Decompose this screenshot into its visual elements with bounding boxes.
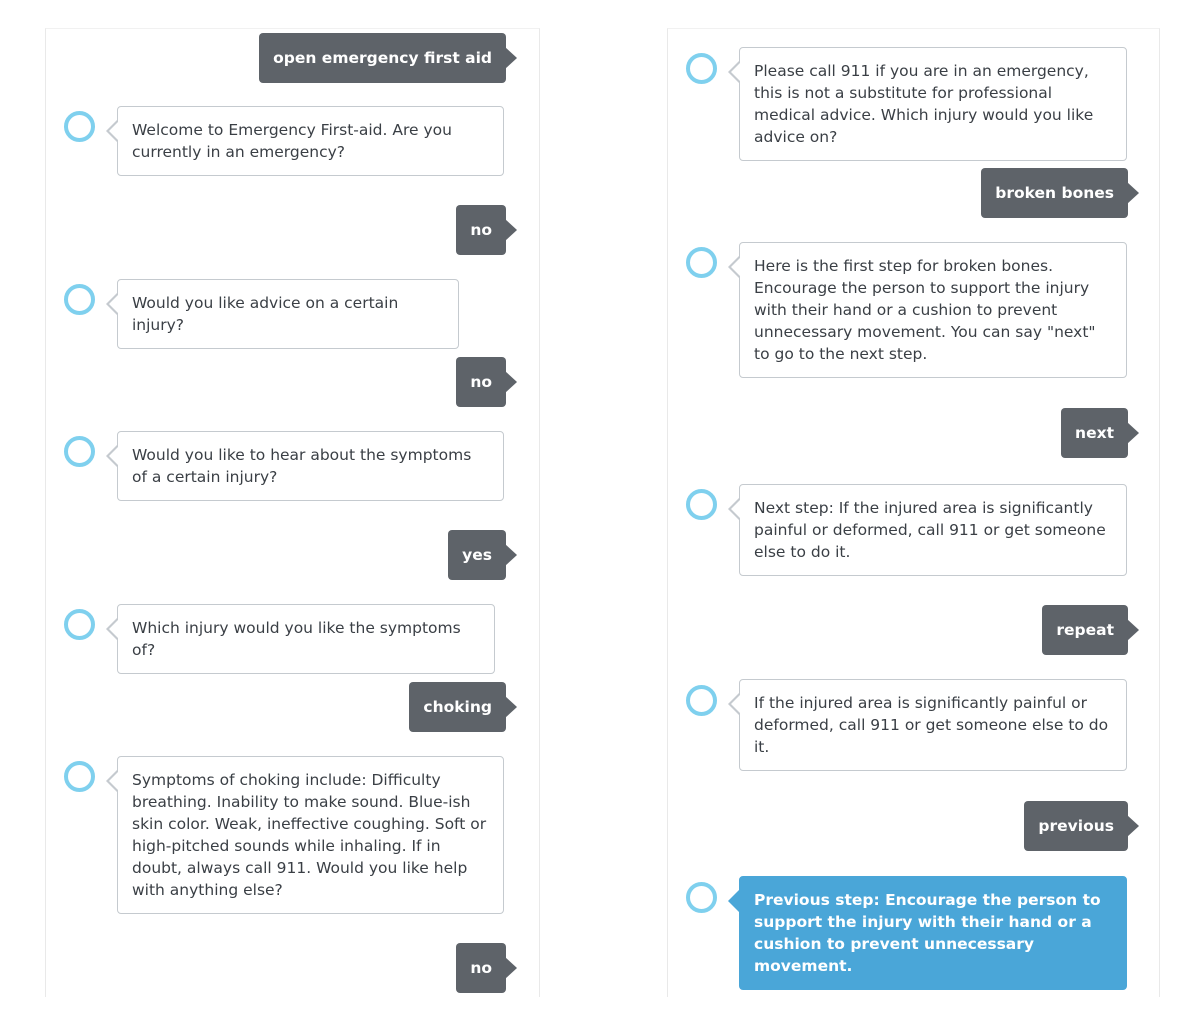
assistant-message: Welcome to Emergency First-aid. Are you currently in an emergency? — [117, 106, 504, 176]
conversation-panel-right — [667, 28, 1160, 997]
user-message: previous — [1024, 801, 1128, 851]
assistant-message: Which injury would you like the symptoms of? — [117, 604, 495, 674]
alexa-ring-icon — [64, 436, 95, 467]
assistant-message: Next step: If the injured area is significantly painful or deformed, call 911 or get someone else to do it. — [739, 484, 1127, 576]
user-message: open emergency first aid — [259, 33, 506, 83]
alexa-ring-icon — [64, 761, 95, 792]
user-message: repeat — [1042, 605, 1128, 655]
user-message: yes — [448, 530, 506, 580]
alexa-ring-icon — [686, 882, 717, 913]
assistant-message: Here is the first step for broken bones. Encourage the person to support the injury with their hand or a cushion to prevent unnecessary movement. You can say "next" to go to the next step. — [739, 242, 1127, 378]
assistant-message: If the injured area is significantly painful or deformed, call 911 or get someone else to do it. — [739, 679, 1127, 771]
user-message: no — [456, 205, 506, 255]
assistant-message: Would you like advice on a certain injury? — [117, 279, 459, 349]
user-message: no — [456, 943, 506, 993]
alexa-ring-icon — [64, 284, 95, 315]
alexa-ring-icon — [686, 53, 717, 84]
alexa-ring-icon — [686, 685, 717, 716]
assistant-message-highlighted: Previous step: Encourage the person to support the injury with their hand or a cushion to prevent unnecessary movement. — [739, 876, 1127, 990]
assistant-message: Would you like to hear about the symptoms of a certain injury? — [117, 431, 504, 501]
alexa-ring-icon — [64, 111, 95, 142]
assistant-message: Symptoms of choking include: Difficulty breathing. Inability to make sound. Blue-ish skin color. Weak, ineffective coughing. Soft or high-pitched sounds while inhaling. If in doubt, always call 911. Would you like help with anything else? — [117, 756, 504, 914]
assistant-message: Please call 911 if you are in an emergency, this is not a substitute for professional medical advice. Which injury would you like advice on? — [739, 47, 1127, 161]
conversation-panel-left — [45, 28, 540, 997]
user-message: no — [456, 357, 506, 407]
user-message: choking — [409, 682, 506, 732]
user-message: next — [1061, 408, 1128, 458]
alexa-ring-icon — [64, 609, 95, 640]
alexa-ring-icon — [686, 247, 717, 278]
alexa-ring-icon — [686, 489, 717, 520]
user-message: broken bones — [981, 168, 1128, 218]
